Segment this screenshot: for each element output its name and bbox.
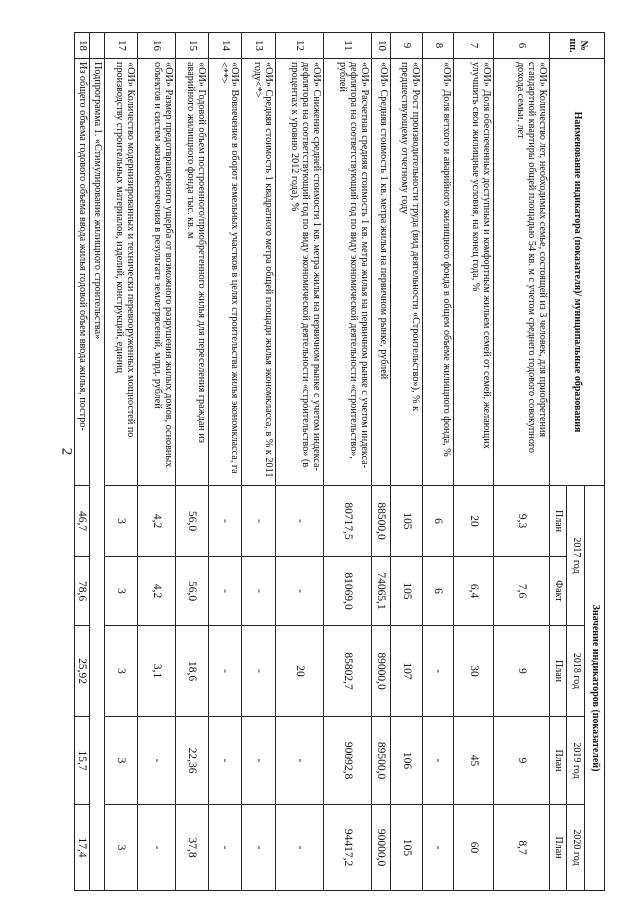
value-cell: 9 xyxy=(494,717,550,805)
value-cell: - xyxy=(138,717,176,805)
value-cell: 3 xyxy=(105,486,138,557)
indicator-name: «ОИ» Количество модернизированных и технически перевооруженных мощностей по производству строительных материалов, изделий, конструкций, единиц xyxy=(105,59,138,486)
num-column-header: № пп. xyxy=(550,33,605,59)
value-cell: 60 xyxy=(454,805,494,891)
value-cell: 4,2 xyxy=(138,486,176,557)
value-cell: - xyxy=(209,805,242,891)
value-cell: 106 xyxy=(391,717,423,805)
value-cell: 18,6 xyxy=(176,626,209,717)
value-cell: 6,4 xyxy=(454,557,494,626)
value-cell: - xyxy=(209,486,242,557)
value-cell: - xyxy=(209,557,242,626)
subprogram-title: Подпрограмма 1. «Стимулирование жилищного строительства» xyxy=(90,59,105,891)
value-cell: 56,0 xyxy=(176,557,209,626)
year-header-2018: 2018 год xyxy=(567,626,585,717)
value-cell: 105 xyxy=(391,557,423,626)
value-cell: 89000,0 xyxy=(372,626,391,717)
value-cell: 3 xyxy=(105,626,138,717)
value-cell: 4,2 xyxy=(138,557,176,626)
indicator-name: «ОИ» Снижение средней стоимости 1 кв. метра жилья на первичном рынке с учетом индекса-дефлятора на соответствующий год по виду экономической деятельности «строительство» (в процентах к уровню 2012 года), % xyxy=(276,59,324,486)
value-cell: 105 xyxy=(391,805,423,891)
value-cell: 7,6 xyxy=(494,557,550,626)
table-row xyxy=(372,33,391,891)
value-cell: 88500,0 xyxy=(372,486,391,557)
value-cell: 107 xyxy=(391,626,423,717)
indicator-name: «ОИ» Средняя стоимость 1 кв. метра жилья на первичном рынке, рублей xyxy=(372,59,391,486)
value-cell: 20 xyxy=(454,486,494,557)
row-number: 14 xyxy=(209,33,242,59)
indicator-name: «ОИ» Доля обеспеченных доступным и комфортным жильем семей от семей, желающих улучшить свои жилищные условия, на конец года, % xyxy=(454,59,494,486)
page-number: 2 xyxy=(58,447,75,456)
indicator-name: «ОИ» Средняя стоимость 1 квадратного метра общей площади жилья экономкласса, в % к 2011 году<*> xyxy=(242,59,276,486)
indicator-name: «ОИ» Вовлечение в оборот земельных участков в целях строительства жилья экономкласса, га <**> xyxy=(209,59,242,486)
value-cell: 89500,0 xyxy=(372,717,391,805)
value-cell: - xyxy=(242,626,276,717)
table-row xyxy=(242,33,276,891)
value-cell: 90000,0 xyxy=(372,805,391,891)
value-cell: 94417,2 xyxy=(324,805,372,891)
row-number: 15 xyxy=(176,33,209,59)
value-cell: - xyxy=(423,717,454,805)
value-cell: - xyxy=(276,486,324,557)
value-cell: 74065,1 xyxy=(372,557,391,626)
row-number: 16 xyxy=(138,33,176,59)
value-cell: 25,92 xyxy=(74,626,89,717)
row-number: 12 xyxy=(276,33,324,59)
value-cell: 30 xyxy=(454,626,494,717)
value-cell: - xyxy=(242,805,276,891)
value-cell: 81069,0 xyxy=(324,557,372,626)
value-cell: - xyxy=(276,805,324,891)
value-cell: 9 xyxy=(494,626,550,717)
table-rotation-wrapper xyxy=(76,32,605,890)
value-cell: 45 xyxy=(454,717,494,805)
indicator-name: «ОИ» Годовой объем построенного/приобретенного жилья для переселения граждан из аварийного жилищного фонда тыс. кв. м xyxy=(176,59,209,486)
value-cell: 9,3 xyxy=(494,486,550,557)
indicator-name: «ОИ» Размер предотвращенного ущерба от возможного разрушения жилых домов, основных объектов и систем жизнеобеспечения в результате землетрясений, млрд. рублей xyxy=(138,59,176,486)
name-column-header: Наименование индикатора (показателя)/ муниципальные образования xyxy=(550,59,605,486)
value-cell: 56,0 xyxy=(176,486,209,557)
table-row xyxy=(276,33,324,891)
row-number xyxy=(90,33,105,59)
value-cell: - xyxy=(276,557,324,626)
value-cell: 3 xyxy=(105,717,138,805)
value-cell: 20 xyxy=(276,626,324,717)
value-cell: 3,1 xyxy=(138,626,176,717)
table-row xyxy=(74,33,89,891)
indicator-name: «ОИ» Количество лет, необходимых семье, состоящей из 3 человек, для приобретения стандартной квартиры общей площадью 54 кв. м с учетом среднего годового совокупного дохода семьи, лет xyxy=(494,59,550,486)
table-row xyxy=(423,33,454,891)
value-cell: 78,6 xyxy=(74,557,89,626)
value-cell: - xyxy=(276,717,324,805)
value-cell: - xyxy=(423,626,454,717)
value-cell: 46,7 xyxy=(74,486,89,557)
row-number: 6 xyxy=(494,33,550,59)
plan-header: План xyxy=(550,626,567,717)
table-row xyxy=(324,33,372,891)
plan-header: План xyxy=(550,486,567,557)
table-row xyxy=(176,33,209,891)
value-cell: - xyxy=(242,486,276,557)
table-row xyxy=(391,33,423,891)
table-row xyxy=(90,33,105,891)
row-number: 10 xyxy=(372,33,391,59)
row-number: 9 xyxy=(391,33,423,59)
value-cell: 37,8 xyxy=(176,805,209,891)
fact-header: Факт xyxy=(550,557,567,626)
indicator-name: «ОИ» Рост производительности труда (вид деятельности «Строительство»), % к предшествующему отчетному году xyxy=(391,59,423,486)
value-cell: 85802,7 xyxy=(324,626,372,717)
table-row xyxy=(454,33,494,891)
value-cell: 6 xyxy=(423,557,454,626)
indicator-name: «ОИ» Доля ветхого и аварийного жилищного фонда в общем объеме жилищного фонда, % xyxy=(423,59,454,486)
indicators-table xyxy=(74,32,605,891)
value-cell: - xyxy=(242,717,276,805)
value-cell: 90092,8 xyxy=(324,717,372,805)
values-group-header: Значение индикаторов (показателей) xyxy=(585,486,605,891)
value-cell: - xyxy=(423,805,454,891)
value-cell: 80717,5 xyxy=(324,486,372,557)
year-header-2019: 2019 год xyxy=(567,717,585,805)
row-number: 11 xyxy=(324,33,372,59)
row-number: 13 xyxy=(242,33,276,59)
value-cell: 8,7 xyxy=(494,805,550,891)
indicator-name: «ОИ» Расчетная средняя стоимость 1 кв. метра жилья на первичном рынке с учетом индекса-дефлятора на соответствующий год по виду экономической деятельности «строительство», рублей xyxy=(324,59,372,486)
value-cell: - xyxy=(138,805,176,891)
value-cell: - xyxy=(209,717,242,805)
value-cell: 6 xyxy=(423,486,454,557)
row-number: 18 xyxy=(74,33,89,59)
year-header-2020: 2020 год xyxy=(567,805,585,891)
value-cell: 22,36 xyxy=(176,717,209,805)
value-cell: 3 xyxy=(105,805,138,891)
value-cell: 3 xyxy=(105,557,138,626)
year-header-2017: 2017 год xyxy=(567,486,585,626)
table-row xyxy=(138,33,176,891)
table-row xyxy=(105,33,138,891)
value-cell: 15,7 xyxy=(74,717,89,805)
value-cell: 17,4 xyxy=(74,805,89,891)
plan-header: План xyxy=(550,717,567,805)
row-number: 7 xyxy=(454,33,494,59)
row-number: 17 xyxy=(105,33,138,59)
plan-header: План xyxy=(550,805,567,891)
value-cell: - xyxy=(242,557,276,626)
rotated-table-area xyxy=(76,32,605,890)
indicator-name: Из общего объема годового объема ввода жилья годовой объем ввода жилья, постро- xyxy=(74,59,89,486)
table-row xyxy=(209,33,242,891)
table-row xyxy=(494,33,550,891)
value-cell: 105 xyxy=(391,486,423,557)
table-header xyxy=(550,33,605,891)
value-cell: - xyxy=(209,626,242,717)
table-body xyxy=(74,33,549,891)
row-number: 8 xyxy=(423,33,454,59)
